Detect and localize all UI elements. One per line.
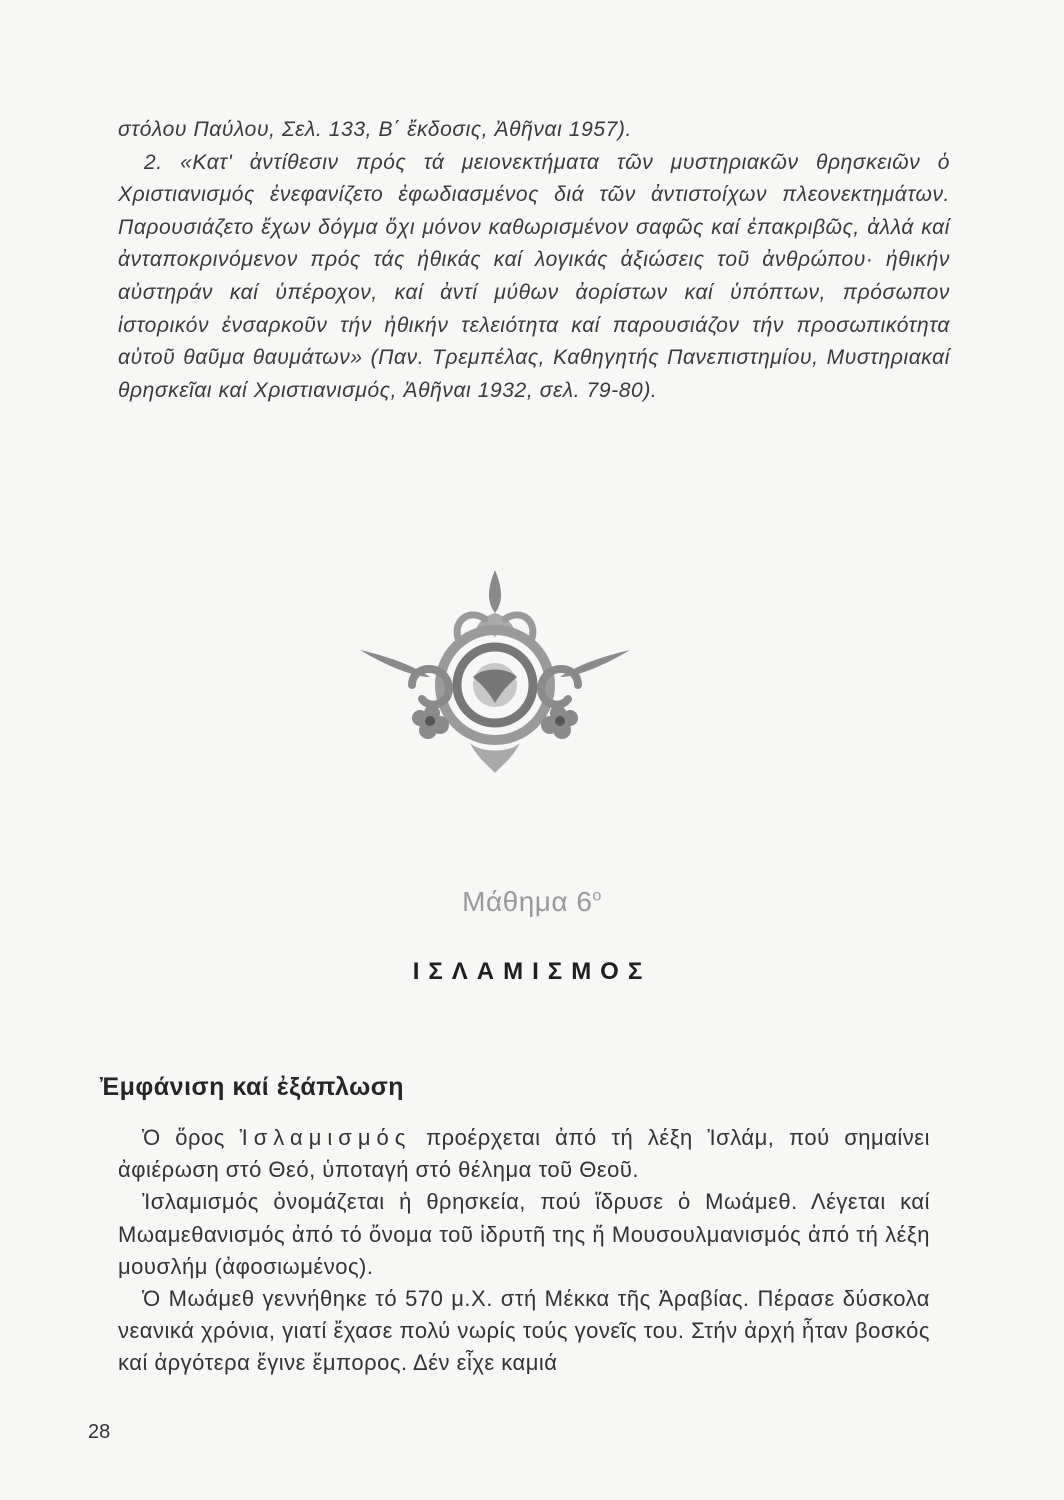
body-text [118,1122,930,1380]
footnote-continuation: στόλου Παύλου, Σελ. 133, Β΄ ἔκδοσις, Ἀθῆναι 1957). [118,118,632,141]
page-number: 28 [88,1421,111,1443]
footnotes [118,114,950,407]
paragraph-3: Ὁ Μωάμεθ γεννήθηκε τό 570 μ.Χ. στή Μέκκα τῆς Ἀραβίας. Πέρασε δύσκολα νεανικά χρόνια, γιατί ἔχασε πολύ νωρίς τούς γονεῖς του. Στήν ἀρχή ἦταν βοσκός καί ἀργότερα ἔγινε ἔμπορος. Δέν εἶχε καμιά [118,1286,930,1376]
lesson-ordinal-superscript: ο [592,887,602,905]
floral-ornament-icon [350,565,640,775]
paragraph-1-end: προέρχεται ἀπό τή λέξη Ἰσλάμ, πού σημαίνει ἀφιέρωση στό Θεό, ὑποταγή στό θέλημα τοῦ Θεοῦ. [118,1125,930,1183]
footnote-2: 2. «Κατ' ἀντίθεσιν πρός τά μειονεκτήματα τῶν μυστηριακῶν θρησκειῶν ὁ Χριστιανισμός ἐνεφανίζετο ἐφωδιασμένος διά τῶν ἀντιστοίχων πλεονεκτημάτων. Παρουσιάζετο ἔχων δόγμα ὄχι μόνον καθωρισμένον σαφῶς καί ἐπακριβῶς, ἀλλά καί ἀνταποκρινόμενον πρός τάς ἠθικάς καί λογικάς ἀξιώσεις τοῦ ἀνθρώπου· ἠθικήν αὐστηράν καί ὑπέροχον, καί ἀντί μύθων ἀορίστων καί ὑπόπτων, πρόσωπον ἱστορικόν ἐνσαρκοῦν τήν ἠθικήν τελειότητα καί παρουσιάζον τήν προσωπικότητα αὐτοῦ θαῦμα θαυμάτων» (Παν. Τρεμπέλας, Καθηγητής Πανεπιστημίου, Μυστηριακαί θρησκεῖαι καί Χριστιανισμός, Ἀθῆναι 1932, σελ. 79-80). [118,150,950,402]
paragraph-1 [118,1122,930,1186]
lesson-title [0,886,1064,918]
paragraph-1-start: Ὁ ὅρος [142,1125,240,1150]
section-heading: Ἐμφάνιση καί ἐξάπλωση [100,1073,405,1101]
lesson-label: Μάθημα 6 [462,886,593,917]
chapter-title: ΙΣΛΑΜΙΣΜΟΣ [412,958,652,985]
paragraph-2: Ἰσλαμισμός ὀνομάζεται ἡ θρησκεία, πού ἵδρυσε ὁ Μωάμεθ. Λέγεται καί Μωαμεθανισμός ἀπό τό ὄνομα τοῦ ἱδρυτῆ της ἤ Μουσουλμανισμός ἀπό τή λέξη μουσλήμ (ἀφοσιωμένος). [118,1189,930,1279]
spaced-term: Ἰσλαμισμός [239,1125,412,1150]
